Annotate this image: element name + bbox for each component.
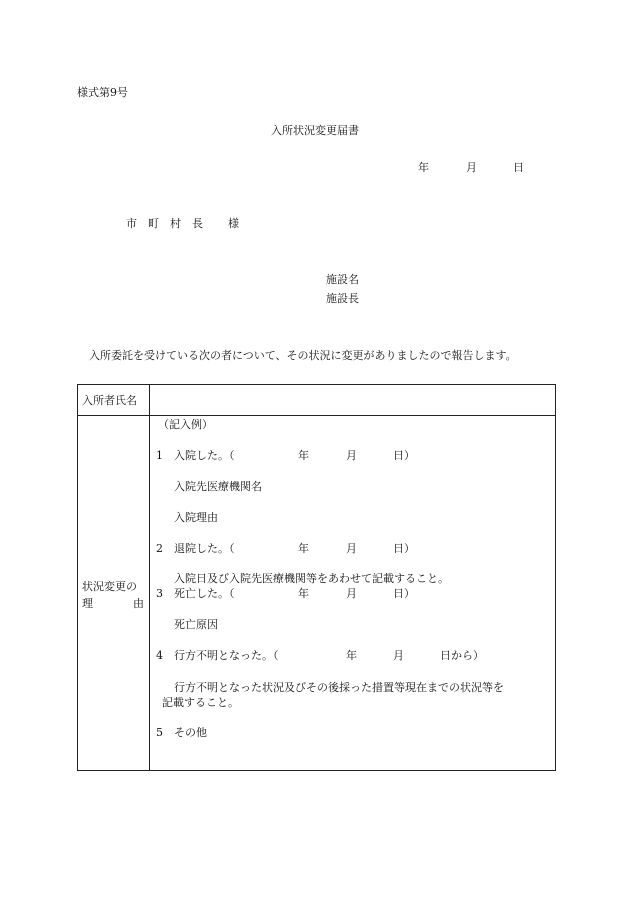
item-admitted-month: 月: [346, 449, 357, 462]
addressee-honorific: 様: [228, 217, 239, 230]
addressee-char-3: 村: [170, 217, 181, 230]
form-table: [77, 384, 556, 771]
item-missing-month: 月: [393, 649, 404, 662]
facility-head-label: 施設長: [326, 292, 359, 305]
addressee-char-4: 長: [192, 217, 203, 230]
discharged-note: 入院日及び入院先医療機関等をあわせて記載すること。: [174, 572, 449, 585]
admitted-hospital-label: 入院先医療機関名: [174, 480, 262, 493]
item-discharged-text: 2 退院した。（: [156, 542, 235, 555]
facility-name-label: 施設名: [326, 273, 359, 286]
column-divider: [149, 385, 150, 770]
item-missing-day: 日から）: [440, 649, 484, 662]
item-other: 5 その他: [156, 726, 207, 739]
resident-name-label: 入所者氏名: [82, 394, 137, 407]
item-discharged-year: 年: [298, 542, 309, 555]
item-missing-text: 4 行方不明となった。（: [156, 649, 279, 662]
row-divider: [78, 415, 555, 416]
item-admitted-day: 日）: [393, 449, 415, 462]
form-number: 様式第9号: [77, 86, 128, 99]
item-discharged-month: 月: [346, 542, 357, 555]
addressee-char-2: 町: [148, 217, 159, 230]
item-died-year: 年: [298, 587, 309, 600]
document-title: 入所状況変更届書: [271, 124, 359, 137]
missing-note-line1: 行方不明となった状況及びその後採った措置等現在までの状況等を: [174, 681, 504, 694]
item-discharged-day: 日）: [393, 542, 415, 555]
item-died-month: 月: [346, 587, 357, 600]
admitted-reason-label: 入院理由: [174, 511, 218, 524]
item-admitted-year: 年: [298, 449, 309, 462]
item-died-day: 日）: [393, 587, 415, 600]
death-cause-label: 死亡原因: [174, 618, 218, 631]
date-day: 日: [513, 161, 524, 174]
reason-label-char-2: 由: [133, 597, 144, 610]
item-missing-year: 年: [346, 649, 357, 662]
addressee-char-1: 市: [126, 217, 137, 230]
missing-note-line2: 記載すること。: [162, 696, 239, 709]
date-month: 月: [466, 161, 477, 174]
item-died-text: 3 死亡した。（: [156, 587, 235, 600]
reason-label-line1: 状況変更の: [82, 580, 137, 593]
intro-text: 入所委託を受けている次の者について、その状況に変更がありましたので報告します。: [89, 349, 517, 362]
date-year: 年: [418, 161, 429, 174]
item-admitted-text: 1 入院した。（: [156, 449, 235, 462]
reason-label-char-1: 理: [82, 597, 93, 610]
example-heading: （記入例）: [158, 418, 213, 431]
